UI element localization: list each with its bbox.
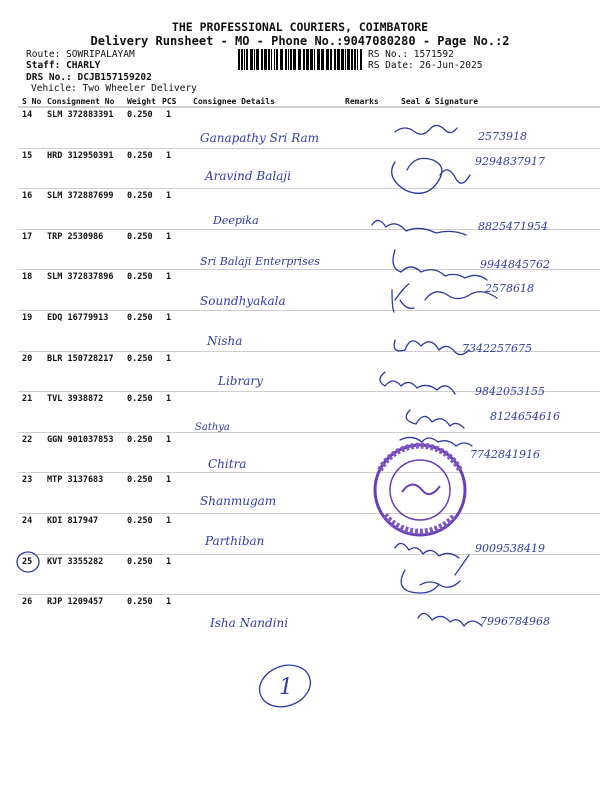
handwritten-consignee: Isha Nandini: [210, 616, 289, 630]
circled-page-mark-number: 1: [279, 675, 293, 700]
route-label: Route:: [26, 49, 61, 60]
row-consignment-no: KDI 817947: [47, 516, 99, 526]
signature-mark: [392, 158, 470, 193]
row-pcs: 1: [166, 434, 172, 445]
row-sno: 15: [22, 150, 33, 161]
handwritten-phone: 7996784968: [480, 615, 550, 628]
rs-no-label: RS No.:: [368, 49, 409, 60]
handwritten-phone: 7742841916: [470, 448, 540, 461]
row-weight: 0.250: [127, 394, 153, 405]
handwritten-consignee: Shanmugam: [200, 494, 277, 508]
handwritten-phone: 9009538419: [475, 542, 545, 555]
vehicle-label: Vehicle:: [31, 83, 77, 94]
row-sno: 22: [22, 434, 33, 445]
staff-label: Staff:: [26, 60, 61, 71]
handwritten-consignee: Library: [218, 374, 263, 388]
row-sno: 14: [22, 110, 33, 120]
row-consignment-no: RJP 1209457: [47, 597, 104, 608]
row-weight: 0.250: [127, 434, 153, 445]
row-pcs: 1: [166, 353, 172, 364]
col-header-seal: Seal & Signature: [401, 97, 479, 106]
row-weight: 0.250: [127, 353, 153, 364]
company-seal-stamp: [375, 445, 465, 535]
signature-mark: [394, 340, 469, 355]
handwritten-phone: 9294837917: [475, 155, 545, 168]
handwritten-consignee: Nisha: [207, 334, 243, 348]
row-consignment-no: KVT 3355282: [47, 556, 104, 567]
col-header-consignment: Consignment No: [47, 97, 115, 106]
row-weight: 0.250: [127, 191, 153, 202]
signature-mark: [395, 543, 459, 558]
row-sno: 26: [22, 597, 33, 608]
row-consignment-no: TRP 2530986: [47, 231, 104, 242]
row-weight: 0.250: [127, 272, 153, 283]
col-header-pcs: PCS: [162, 97, 177, 106]
handwritten-consignee: Sathya: [195, 422, 230, 433]
row-25-circle-mark: [17, 552, 39, 572]
row-consignment-no: MTP 3137683: [47, 475, 104, 486]
row-pcs: 1: [166, 516, 172, 526]
row-sno: 19: [22, 313, 33, 323]
handwritten-phone-numbers: [462, 130, 560, 628]
row-sno: 18: [22, 272, 33, 283]
row-pcs: 1: [166, 556, 172, 567]
rs-date-label: RS Date:: [368, 60, 414, 71]
route-value: SOWRIPALAYAM: [66, 49, 135, 60]
col-header-weight: Weight: [127, 97, 156, 106]
row-weight: 0.250: [127, 556, 153, 567]
staff-value: CHARLY: [66, 60, 101, 71]
drs-value: DCJB157159202: [77, 72, 152, 83]
row-pcs: 1: [166, 394, 172, 405]
handwritten-phone: 8124654616: [490, 410, 560, 423]
row-sno: 23: [22, 475, 33, 486]
col-header-consignee: Consignee Details: [193, 97, 275, 106]
row-pcs: 1: [166, 110, 172, 120]
row-sno: 17: [22, 231, 33, 242]
row-sno: 25: [22, 556, 33, 567]
row-pcs: 1: [166, 272, 172, 283]
row-consignment-no: HRD 312950391: [47, 150, 114, 161]
row-weight: 0.250: [127, 231, 153, 242]
rs-date-value: 26-Jun-2025: [419, 60, 483, 71]
signature-mark: [393, 250, 487, 280]
signature-mark: [372, 220, 466, 235]
row-weight: 0.250: [127, 110, 153, 120]
rs-no-value: 1571592: [413, 49, 454, 60]
handwritten-phone: 2578618: [485, 282, 534, 295]
drs-label: DRS No.:: [26, 72, 72, 83]
handwritten-phone: 2573918: [478, 130, 527, 143]
row-consignment-no: SLM 372883391: [47, 110, 114, 120]
page-subtitle: Delivery Runsheet - MO - Phone No.:9047080280 - Page No.:2: [90, 34, 510, 48]
handwritten-phone: 8825471954: [478, 220, 548, 233]
row-sno: 20: [22, 353, 33, 364]
handwritten-consignee: Chitra: [208, 457, 247, 471]
col-header-sno: S No: [22, 97, 42, 106]
row-pcs: 1: [166, 475, 172, 486]
row-sno: 16: [22, 191, 33, 202]
row-pcs: 1: [166, 191, 172, 202]
row-consignment-no: BLR 150728217: [47, 353, 114, 364]
row-pcs: 1: [166, 150, 172, 161]
row-consignment-no: SLM 372887699: [47, 191, 114, 202]
vehicle-value: Two Wheeler Delivery: [82, 83, 197, 94]
row-weight: 0.250: [127, 313, 153, 323]
signature-mark: [418, 613, 482, 626]
row-consignment-no: GGN 901037853: [47, 434, 114, 445]
row-sno: 24: [22, 516, 33, 526]
handwritten-consignee-names: [195, 131, 320, 630]
signature-mark: [395, 125, 457, 134]
page-title: THE PROFESSIONAL COURIERS, COIMBATORE: [171, 20, 429, 34]
row-sno: 21: [22, 394, 33, 405]
row-consignment-no: TVL 3938872: [47, 394, 104, 405]
row-pcs: 1: [166, 231, 172, 242]
handwritten-consignee: Ganapathy Sri Ram: [200, 131, 320, 145]
row-pcs: 1: [166, 313, 172, 323]
circled-page-mark: [254, 658, 317, 713]
row-consignment-no: EDQ 16779913: [47, 313, 109, 323]
row-weight: 0.250: [127, 597, 153, 608]
row-consignment-no: SLM 372837896: [47, 272, 114, 283]
handwritten-phone: 9842053155: [475, 385, 545, 398]
handwritten-phone: 9944845762: [480, 258, 550, 271]
signature-mark: [406, 410, 464, 428]
handwritten-consignee: Sri Balaji Enterprises: [200, 255, 320, 268]
row-weight: 0.250: [127, 475, 153, 486]
row-weight: 0.250: [127, 516, 153, 526]
handwritten-consignee: Deepika: [213, 214, 259, 227]
row-pcs: 1: [166, 597, 172, 608]
signature-mark: [380, 372, 455, 394]
row-weight: 0.250: [127, 150, 153, 161]
col-header-remarks: Remarks: [345, 97, 379, 106]
handwritten-phone: 7342257675: [462, 342, 532, 355]
signature-mark: [401, 555, 469, 593]
handwritten-consignee: Parthiban: [205, 534, 265, 548]
handwritten-consignee: Aravind Balaji: [205, 169, 291, 183]
handwritten-consignee: Soundhyakala: [200, 294, 286, 308]
signature-mark: [392, 284, 497, 312]
